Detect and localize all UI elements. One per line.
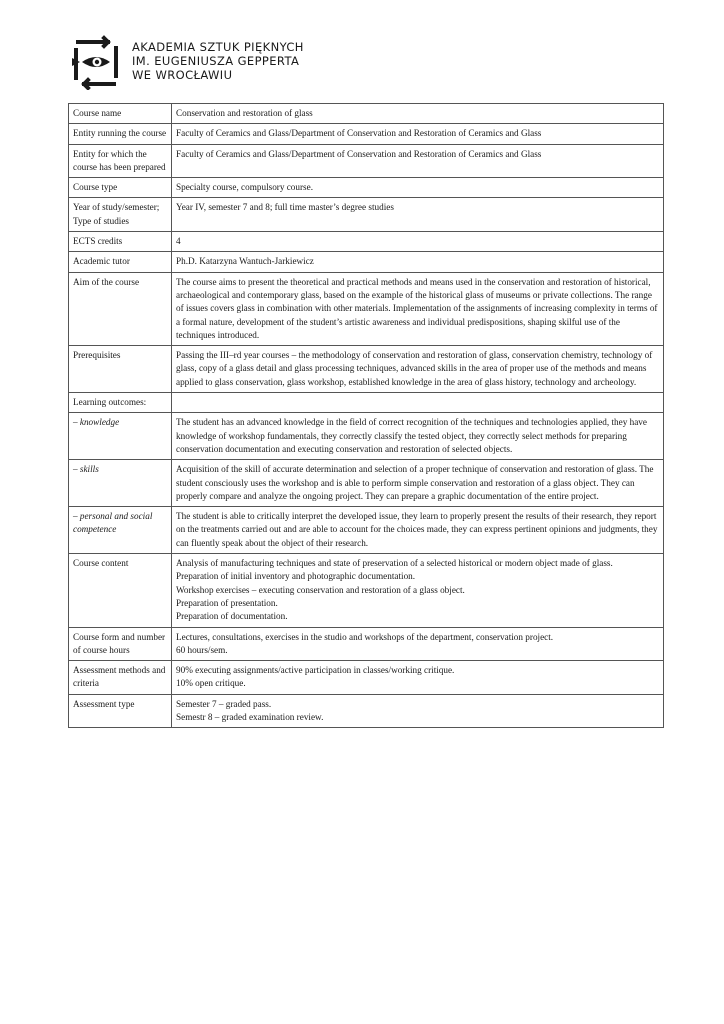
table-row [69,413,664,460]
table-row [69,144,664,178]
row-label: – personal and social competence [69,507,172,554]
row-value: 4 [172,232,664,252]
row-value: Conservation and restoration of glass [172,104,664,124]
row-label: Aim of the course [69,272,172,345]
table-row [69,232,664,252]
row-label: Course type [69,178,172,198]
row-label: ECTS credits [69,232,172,252]
row-value-line: 10% open critique. [176,678,246,689]
row-label: Prerequisites [69,346,172,393]
row-value-line: Analysis of manufacturing techniques and state of preservation of a selected historical or modern object made of glass. [176,558,613,569]
academy-logo [68,34,124,90]
row-value: Acquisition of the skill of accurate determination and selection of a proper technique of conservation and restoration of glass. The student consciously uses the workshop and is able to perform simple conservation and restoration of a glass object. They can properly compare and analyze the ongoing project. They can prepare a graphic documentation of the entire project. [172,460,664,507]
row-value [172,554,664,627]
row-label: Course content [69,554,172,627]
row-label: Entity for which the course has been prepared [69,144,172,178]
row-value-line: 90% executing assignments/active participation in classes/working critique. [176,665,455,676]
row-value: The student is able to critically interpret the developed issue, they learn to properly present the results of their research, they report on the treatments carried out and are able to account for the choices made, they can express pertinent opinions and judgments, they can fluently speak about the object of their research. [172,507,664,554]
row-value-line: Semestr 8 – graded examination review. [176,711,324,722]
row-value: Specialty course, compulsory course. [172,178,664,198]
institution-name [132,40,304,82]
page-header [68,34,368,92]
table-row [69,198,664,232]
table-row [69,661,664,695]
table-row [69,554,664,627]
row-label: – skills [69,460,172,507]
table-row [69,393,664,413]
row-value: Year IV, semester 7 and 8; full time master’s degree studies [172,198,664,232]
row-value: Ph.D. Katarzyna Wantuch-Jarkiewicz [172,252,664,272]
table-row [69,507,664,554]
row-label: Learning outcomes: [69,393,172,413]
table-row [69,124,664,144]
row-value [172,393,664,413]
row-value: Faculty of Ceramics and Glass/Department of Conservation and Restoration of Ceramics and Glass [172,124,664,144]
row-value [172,661,664,695]
table-row [69,694,664,728]
row-value-line: Lectures, consultations, exercises in the studio and workshops of the department, conservation project. [176,631,554,642]
table-row [69,272,664,345]
course-syllabus-table [68,103,664,728]
row-value-line: Preparation of initial inventory and photographic documentation. [176,571,416,582]
academy-emblem-icon [68,34,124,90]
row-value: The course aims to present the theoretical and practical methods and means used in the conservation and restoration of historical, archaeological and contemporary glass, based on the example of the historical glass of museums or private collections. The range of issues covers glass in combination with other materials. Implementation of the assignments of increasing complexity in terms of a formal nature, development of the student’s artistic awareness and individual predispositions, shaping skilful use of the techniques introduced. [172,272,664,345]
table-row [69,627,664,661]
row-label: Year of study/semester; Type of studies [69,198,172,232]
row-label: – knowledge [69,413,172,460]
row-value-line: 60 hours/sem. [176,644,228,655]
row-value-line: Workshop exercises – executing conservation and restoration of a glass object. [176,584,465,595]
table-row [69,252,664,272]
table-row [69,178,664,198]
row-value [172,627,664,661]
row-value: The student has an advanced knowledge in the field of correct recognition of the techniques and technologies applied, they have knowledge of workshop fundamentals, they correctly classify the tested object, they correctly select methods for preparing conservation documentation and executing conservation and restoration of selected objects. [172,413,664,460]
institution-name-line: IM. EUGENIUSZA GEPPERTA [132,54,300,68]
row-value [172,694,664,728]
row-value-line: Semester 7 – graded pass. [176,698,272,709]
institution-name-line: WE WROCŁAWIU [132,68,233,82]
row-label: Assessment methods and criteria [69,661,172,695]
row-label: Academic tutor [69,252,172,272]
row-value-line: Preparation of presentation. [176,597,278,608]
row-label: Course form and number of course hours [69,627,172,661]
row-label: Course name [69,104,172,124]
row-label: Entity running the course [69,124,172,144]
institution-name-line: AKADEMIA SZTUK PIĘKNYCH [132,40,304,54]
row-value: Passing the III–rd year courses – the methodology of conservation and restoration of glass, conservation chemistry, technology of glass, copy of a glass detail and glass processing techniques, advanced skills in the area of proper use of the methods and means applied to glass conservation, glass workshop, established knowledge in the area of glass history, technology and archeology. [172,346,664,393]
row-value: Faculty of Ceramics and Glass/Department of Conservation and Restoration of Ceramics and Glass [172,144,664,178]
table-row [69,104,664,124]
row-label: Assessment type [69,694,172,728]
table-row [69,346,664,393]
table-row [69,460,664,507]
row-value-line: Preparation of documentation. [176,611,288,622]
